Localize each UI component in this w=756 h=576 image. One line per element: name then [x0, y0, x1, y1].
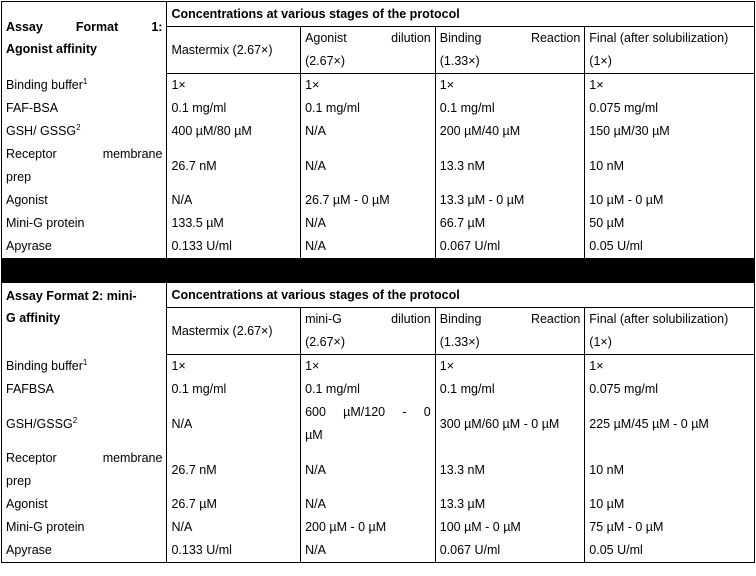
col-header-final: Final (after solubilization) (1×): [585, 27, 755, 74]
cell: 0.1 mg/ml: [301, 378, 436, 401]
cell: N/A: [167, 401, 301, 447]
cell: 75 µM - 0 µM: [585, 516, 755, 539]
table-row: [2, 539, 755, 563]
cell: N/A: [301, 539, 436, 563]
cell: 0.1 mg/ml: [167, 378, 301, 401]
cell: 1×: [167, 355, 301, 379]
row-label: Binding buffer$^1$: [2, 74, 167, 98]
table-row: [2, 516, 755, 539]
span-header: Concentrations at various stages of the protocol: [167, 2, 755, 27]
cell: 10 nM: [585, 447, 755, 493]
row-label: Mini-G protein: [2, 212, 167, 235]
cell: 0.133 U/ml: [167, 539, 301, 563]
cell: 300 µM/60 µM - 0 µM: [435, 401, 585, 447]
cell: 225 µM/45 µM - 0 µM: [585, 401, 755, 447]
cell: 13.3 nM: [435, 447, 585, 493]
cell: 0.1 mg/ml: [167, 97, 301, 120]
col-header-binding: Binding Reaction (1.33×): [435, 308, 585, 355]
cell: 26.7 nM: [167, 447, 301, 493]
table-row: [2, 189, 755, 212]
cell: N/A: [301, 235, 436, 258]
cell: 0.05 U/ml: [585, 539, 755, 563]
table-row: [2, 143, 755, 189]
cell: 10 µM - 0 µM: [585, 189, 755, 212]
cell: 10 nM: [585, 143, 755, 189]
cell: N/A: [167, 189, 301, 212]
cell: 400 µM/80 µM: [167, 120, 301, 143]
row-label: FAFBSA: [2, 378, 167, 401]
cell: 0.075 mg/ml: [585, 378, 755, 401]
cell: N/A: [301, 493, 436, 516]
cell: 66.7 µM: [435, 212, 585, 235]
row-label: Apyrase: [2, 235, 167, 258]
cell: 10 µM: [585, 493, 755, 516]
cell: 0.067 U/ml: [435, 539, 585, 563]
cell: 0.1 mg/ml: [435, 97, 585, 120]
table-row: [2, 355, 755, 379]
cell: 0.1 mg/ml: [301, 97, 436, 120]
span-header: Concentrations at various stages of the protocol: [167, 283, 755, 308]
cell: 0.05 U/ml: [585, 235, 755, 258]
table-title: Assay Format 2: mini- G affinity: [2, 283, 167, 355]
cell: 26.7 µM: [167, 493, 301, 516]
assay-format-2-table: [1, 282, 755, 563]
table-row: [2, 378, 755, 401]
cell: 150 µM/30 µM: [585, 120, 755, 143]
row-label: Apyrase: [2, 539, 167, 563]
cell: 600 µM/120 - 0 µM: [301, 401, 436, 447]
row-label: GSH/ GSSG$^2$: [2, 120, 167, 143]
row-label: Agonist: [2, 493, 167, 516]
cell: 1×: [435, 355, 585, 379]
table-row: [2, 401, 755, 447]
cell: 1×: [585, 74, 755, 98]
cell: 26.7 µM - 0 µM: [301, 189, 436, 212]
cell: 0.075 mg/ml: [585, 97, 755, 120]
cell: 1×: [301, 355, 436, 379]
cell: 200 µM/40 µM: [435, 120, 585, 143]
col-header-mastermix: Mastermix (2.67×): [167, 27, 301, 74]
row-label: GSH/GSSG$^2$: [2, 401, 167, 447]
cell: 13.3 µM - 0 µM: [435, 189, 585, 212]
table-row: [2, 212, 755, 235]
row-label: Mini-G protein: [2, 516, 167, 539]
cell: 1×: [167, 74, 301, 98]
cell: 1×: [301, 74, 436, 98]
col-header-mastermix: Mastermix (2.67×): [167, 308, 301, 355]
table-row: [2, 493, 755, 516]
cell: 1×: [585, 355, 755, 379]
cell: 133.5 µM: [167, 212, 301, 235]
row-label: Receptor membrane prep: [2, 143, 167, 189]
table-row: [2, 74, 755, 98]
cell: 0.133 U/ml: [167, 235, 301, 258]
cell: 13.3 µM: [435, 493, 585, 516]
table-row: [2, 120, 755, 143]
row-label: Agonist: [2, 189, 167, 212]
table-row: [2, 447, 755, 493]
row-label: Receptor membrane prep: [2, 447, 167, 493]
cell: N/A: [301, 212, 436, 235]
cell: N/A: [167, 516, 301, 539]
cell: N/A: [301, 143, 436, 189]
cell: N/A: [301, 120, 436, 143]
assay-format-1-table: [1, 1, 755, 258]
cell: 13.3 nM: [435, 143, 585, 189]
table-row: [2, 235, 755, 258]
row-label: Binding buffer$^1$: [2, 355, 167, 379]
cell: 100 µM - 0 µM: [435, 516, 585, 539]
col-header-dilution: Agonist dilution (2.67×): [301, 27, 436, 74]
cell: 200 µM - 0 µM: [301, 516, 436, 539]
table-row: [2, 97, 755, 120]
cell: 1×: [435, 74, 585, 98]
cell: 50 µM: [585, 212, 755, 235]
col-header-final: Final (after solubilization) (1×): [585, 308, 755, 355]
table-title: Assay Format 1: Agonist affinity: [2, 2, 167, 74]
separator-bar: [1, 258, 755, 282]
cell: 0.1 mg/ml: [435, 378, 585, 401]
cell: 0.067 U/ml: [435, 235, 585, 258]
cell: 26.7 nM: [167, 143, 301, 189]
row-label: FAF-BSA: [2, 97, 167, 120]
col-header-dilution: mini-G dilution (2.67×): [301, 308, 436, 355]
col-header-binding: Binding Reaction (1.33×): [435, 27, 585, 74]
cell: N/A: [301, 447, 436, 493]
